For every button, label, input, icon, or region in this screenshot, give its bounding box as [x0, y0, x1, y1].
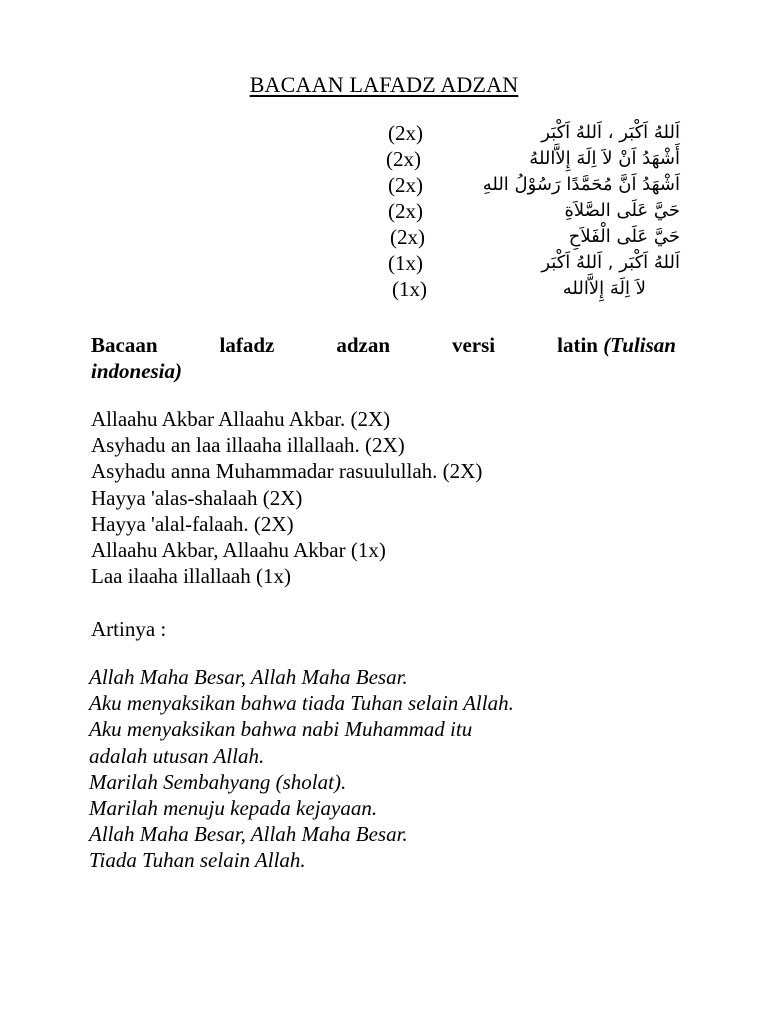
latin-line: Allaahu Akbar Allaahu Akbar. (2X)	[91, 407, 391, 431]
heading-paren-open: (Tulisan	[603, 333, 676, 357]
arabic-text: لاَ اِلَهَ إِلاَّالله	[562, 278, 646, 299]
page-title: BACAAN LAFADZ ADZAN	[249, 72, 519, 97]
arabic-text: حَيَّ عَلَى الصَّلاَةِ	[564, 200, 680, 221]
arabic-text: أَشْهَدُ اَنْ لاَ اِلَهَ إِلاَّاللهُ	[529, 148, 680, 169]
arabic-line	[380, 276, 680, 302]
latin-line: Asyhadu an laa illaaha illallaah. (2X)	[91, 433, 405, 458]
repeat-count: (1x)	[392, 277, 427, 301]
arabic-text: اَشْهَدُ اَنَّ مُحَمَّدًا رَسُوْلُ اللهِ	[482, 174, 680, 195]
repeat-count: (2x)	[390, 225, 425, 249]
arabic-adzan-block	[380, 120, 680, 302]
heading-paren-close: indonesia)	[91, 359, 183, 383]
latin-line: Hayya 'alal-falaah. (2X)	[91, 511, 294, 536]
latin-line: Hayya 'alas-shalaah (2X)	[91, 485, 303, 510]
heading-word: Bacaan	[91, 333, 158, 357]
meaning-line: Marilah menuju kepada kejayaan.	[89, 796, 378, 821]
heading-line-1	[91, 332, 676, 358]
repeat-count: (2x)	[388, 173, 423, 197]
latin-transliteration-list	[91, 406, 691, 589]
repeat-count: (2x)	[388, 199, 423, 223]
latin-line: Allaahu Akbar, Allaahu Akbar (1x)	[91, 538, 386, 563]
arabic-line	[380, 198, 680, 224]
latin-line: Asyhadu anna Muhammadar rasuulullah. (2X)	[91, 459, 483, 484]
meaning-list	[89, 664, 689, 874]
meaning-line: adalah utusan Allah.	[89, 743, 265, 768]
heading-word: adzan	[336, 333, 390, 357]
arabic-text: اَللهُ اَكْبَر ، اَللهُ اَكْبَر	[541, 122, 680, 143]
arabic-line	[380, 224, 680, 250]
arabic-line	[380, 146, 680, 172]
meaning-line: Aku menyaksikan bahwa tiada Tuhan selain Allah.	[89, 691, 514, 716]
latin-line: Laa ilaaha illallaah (1x)	[91, 564, 291, 589]
repeat-count: (2x)	[386, 147, 421, 171]
arabic-text: حَيَّ عَلَى الْفَلاَحِ	[568, 226, 680, 247]
meaning-line: Aku menyaksikan bahwa nabi Muhammad itu	[89, 717, 473, 742]
heading-word: lafadz	[219, 333, 275, 357]
meaning-heading: Artinya :	[91, 617, 167, 641]
heading-word: latin	[557, 333, 598, 357]
arabic-line	[380, 250, 680, 276]
meaning-line: Tiada Tuhan selain Allah.	[89, 848, 306, 873]
arabic-line	[380, 120, 680, 146]
repeat-count: (1x)	[388, 251, 423, 275]
meaning-line: Allah Maha Besar, Allah Maha Besar.	[89, 822, 408, 847]
latin-section-heading	[91, 332, 676, 384]
arabic-line	[380, 172, 680, 198]
meaning-line: Marilah Sembahyang (sholat).	[89, 769, 347, 794]
meaning-line: Allah Maha Besar, Allah Maha Besar.	[89, 665, 408, 689]
repeat-count: (2x)	[388, 121, 423, 145]
arabic-text: اَللهُ اَكْبَر , اَللهُ اَكْبَر	[541, 252, 680, 273]
heading-word: versi	[451, 333, 496, 357]
heading-word-group	[557, 332, 676, 358]
